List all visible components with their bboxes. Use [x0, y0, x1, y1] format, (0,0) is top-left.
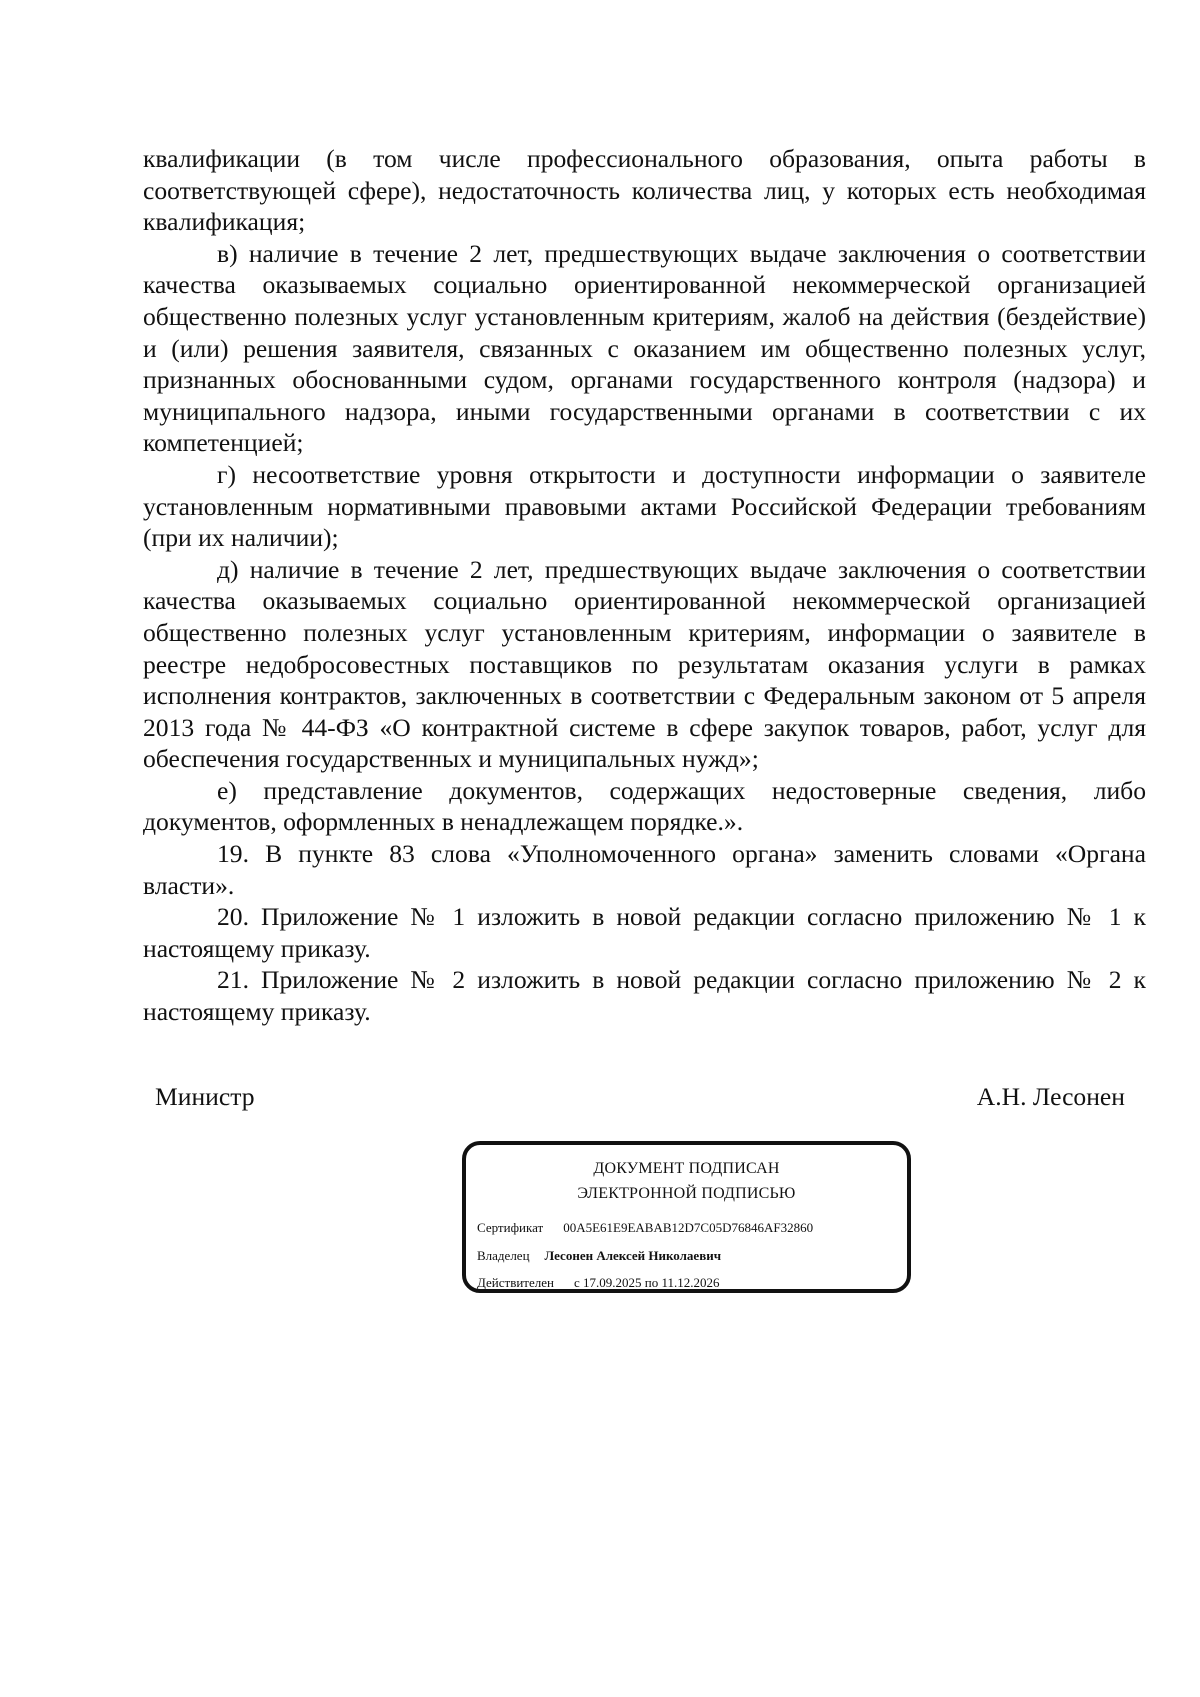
- certificate-label: Сертификат: [477, 1220, 544, 1235]
- stamp-title-line-2: ЭЛЕКТРОННОЙ ПОДПИСЬЮ: [577, 1185, 796, 1202]
- paragraph-item-g: г) несоответствие уровня открытости и доступности информации о заявителе установленным нормативными правовыми актами Российской Федерации требованиям (при их наличии);: [143, 459, 1146, 553]
- stamp-title-line-1: ДОКУМЕНТ ПОДПИСАН: [593, 1160, 780, 1177]
- owner-label: Владелец: [477, 1248, 530, 1263]
- signer-name: А.Н. Лесонен: [976, 1082, 1125, 1111]
- signature-block: [155, 1081, 1125, 1121]
- stamp-owner-row: [477, 1248, 721, 1264]
- paragraph-point-19: 19. В пункте 83 слова «Уполномоченного органа» заменить словами «Органа власти».: [143, 839, 1146, 900]
- paragraph-item-d: д) наличие в течение 2 лет, предшествующих выдаче заключения о соответствии качества оказываемых социально ориентированной некоммерческой организацией общественно полезных услуг установленным критериям, информации о заявителе в реестре недобросовестных поставщиков по результатам оказания услуги в рамках исполнения контрактов, заключенных в соответствии с Федеральным законом от 5 апреля 2013 года № 44-ФЗ «О контрактной системе в сфере закупок товаров, работ, услуг для обеспечения государственных и муниципальных нужд»;: [143, 554, 1146, 774]
- document-body: [143, 143, 1146, 1028]
- stamp-certificate-row: [477, 1220, 813, 1236]
- paragraph-continuation: квалификации (в том числе профессионального образования, опыта работы в соответствующей сфере), недостаточность количества лиц, у которых есть необходимая квалификация;: [143, 144, 1146, 237]
- certificate-value: 00A5E61E9EABAB12D7C05D76846AF32860: [563, 1220, 814, 1235]
- stamp-title: [466, 1156, 907, 1206]
- validity-label: Действителен: [477, 1275, 554, 1290]
- signer-position: Министр: [155, 1082, 255, 1111]
- electronic-signature-stamp: [462, 1141, 911, 1293]
- paragraph-point-20: 20. Приложение № 1 изложить в новой редакции согласно приложению № 1 к настоящему приказу.: [143, 902, 1146, 963]
- paragraph-item-e: е) представление документов, содержащих недостоверные сведения, либо документов, оформленных в ненадлежащем порядке.».: [143, 775, 1146, 837]
- owner-value: Лесонен Алексей Николаевич: [544, 1248, 722, 1263]
- paragraph-item-v: в) наличие в течение 2 лет, предшествующих выдаче заключения о соответствии качества оказываемых социально ориентированной некоммерческой организацией общественно полезных услуг установленным критериям, жалоб на действия (бездействие) и (или) решения заявителя, связанных с оказанием им общественно полезных услуг, признанных обоснованными судом, органами государственного контроля (надзора) и муниципального надзора, иными государственными органами в соответствии с их компетенцией;: [143, 238, 1146, 458]
- validity-value: с 17.09.2025 по 11.12.2026: [573, 1275, 720, 1290]
- stamp-validity-row: [477, 1275, 719, 1291]
- paragraph-point-21: 21. Приложение № 2 изложить в новой редакции согласно приложению № 2 к настоящему приказу.: [143, 965, 1146, 1027]
